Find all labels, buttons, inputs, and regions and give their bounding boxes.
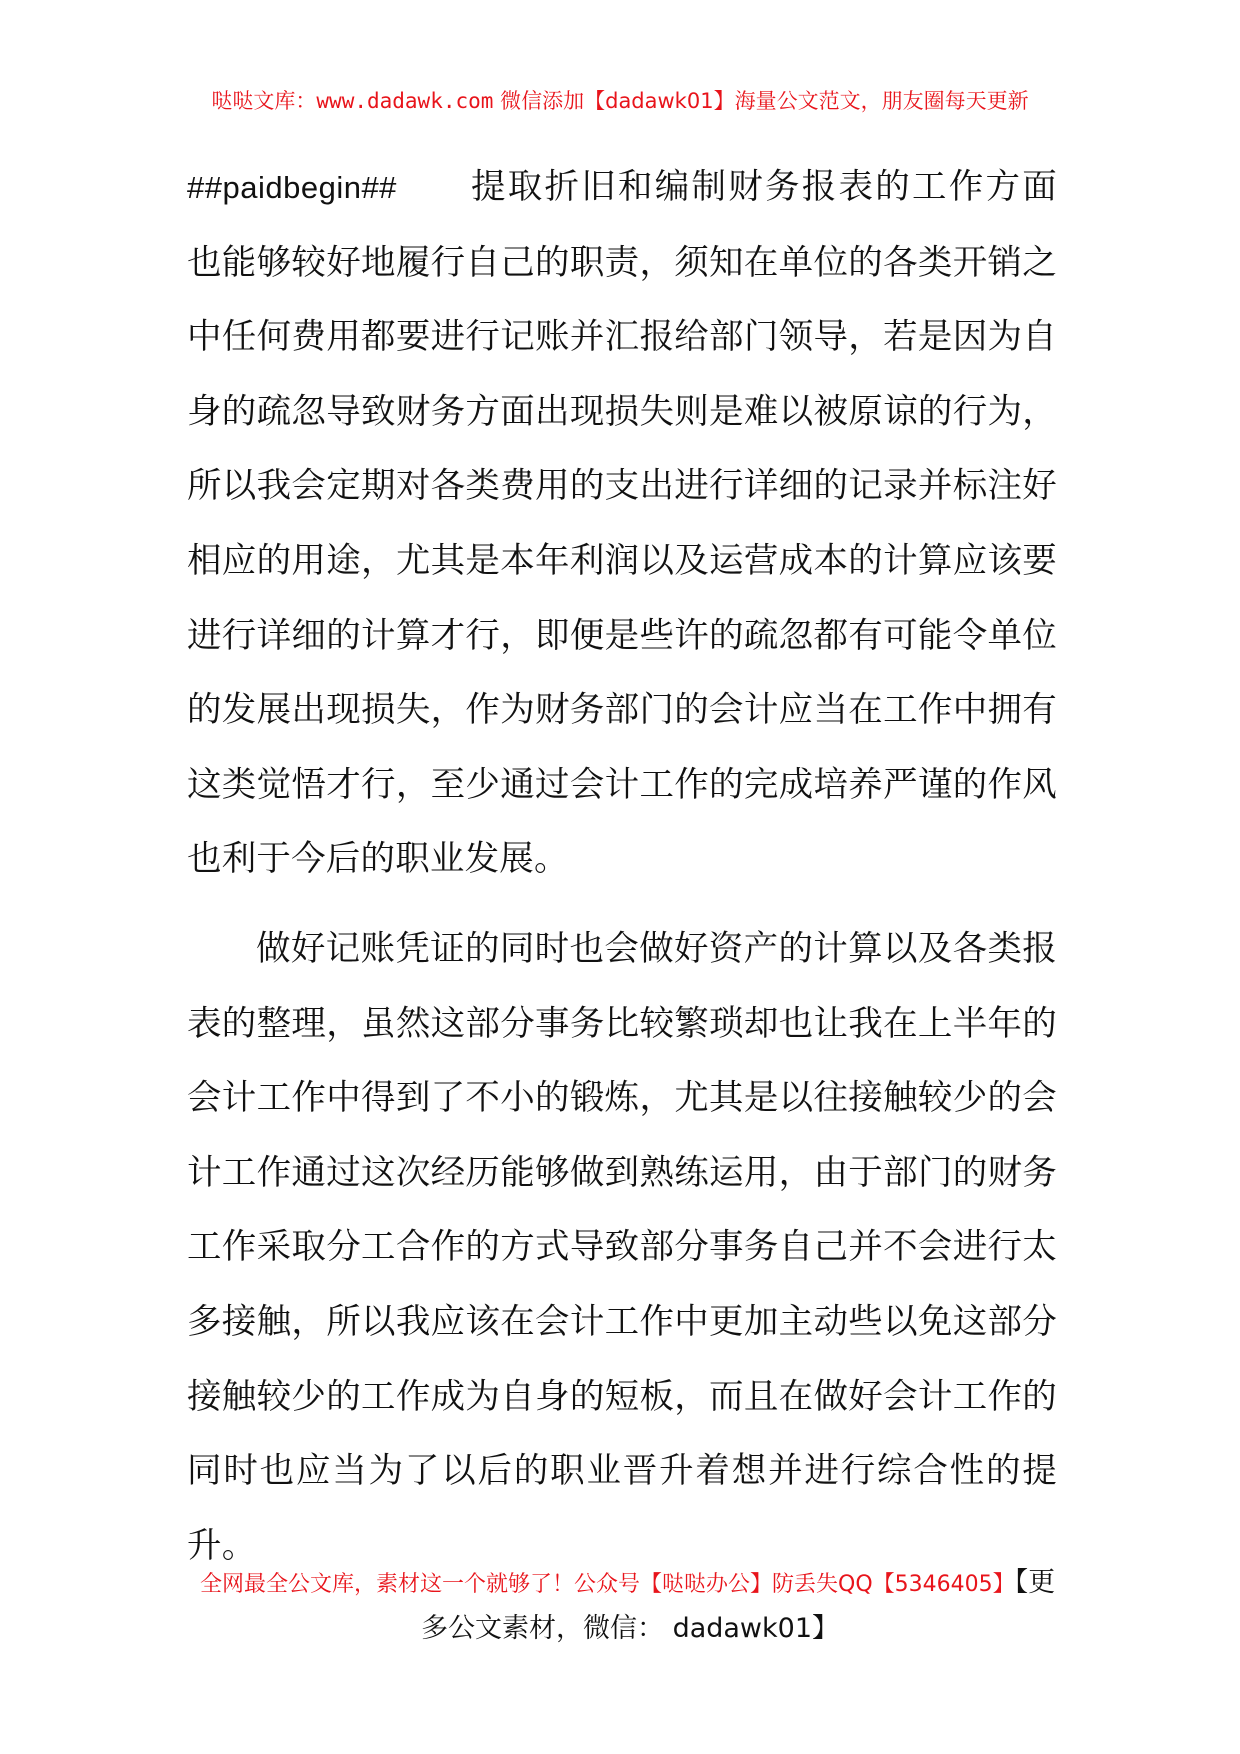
- header-site-url[interactable]: www.dadawk.com: [316, 89, 494, 113]
- paragraph-2: 做好记账凭证的同时也会做好资产的计算以及各类报表的整理，虽然这部分事务比较繁琐却也让我在上半年的会计工作中得到了不小的锻炼，尤其是以往接触较少的会计工作通过这次经历能够做到熟练运用，由于部门的财务工作采取分工合作的方式导致部分事务自己并不会进行太多接触，所以我应该在会计工作中更加主动些以免这部分接触较少的工作成为自身的短板，而且在做好会计工作的同时也应当为了以后的职业晋升着想并进行综合性的提升。: [187, 928, 1057, 1566]
- header-site-label: 哒哒文库：: [211, 89, 317, 113]
- footer-promo-black-text: 【更: [1014, 1567, 1056, 1598]
- document-body: [187, 150, 1057, 1583]
- paragraph-1-text: 提取折旧和编制财务报表的工作方面也能够较好地履行自己的职责，须知在单位的各类开销之中任何费用都要进行记账并汇报给部门领导，若是因为自身的疏忽导致财务方面出现损失则是难以被原谅的行为，所以我会定期对各类费用的支出进行详细的记录并标注好相应的用途，尤其是本年利润以及运营成本的计算应该要进行详细的计算才行，即便是些许的疏忽都有可能令单位的发展出现损失，作为财务部门的会计应当在工作中拥有这类觉悟才行，至少通过会计工作的完成培养严谨的作风也利于今后的职业发展。: [187, 167, 1057, 880]
- header-promo-note: [0, 86, 1240, 116]
- header-wechat-id: dadawk01: [605, 89, 714, 113]
- header-wechat-prefix: 微信添加【: [493, 89, 606, 113]
- footer-promo-note: [200, 1561, 1060, 1651]
- paid-begin-marker: ##paidbegin##: [187, 170, 397, 205]
- footer-promo-red-text: 全网最全公文库，素材这一个就够了！公众号【哒哒办公】防丢失QQ【5346405】: [200, 1572, 1015, 1597]
- header-wechat-suffix: 】海量公文范文，朋友圈每天更新: [713, 89, 1029, 113]
- footer-promo-line-2: 多公文素材，微信： dadawk01】: [420, 1613, 840, 1644]
- paragraph-1: [187, 150, 1057, 897]
